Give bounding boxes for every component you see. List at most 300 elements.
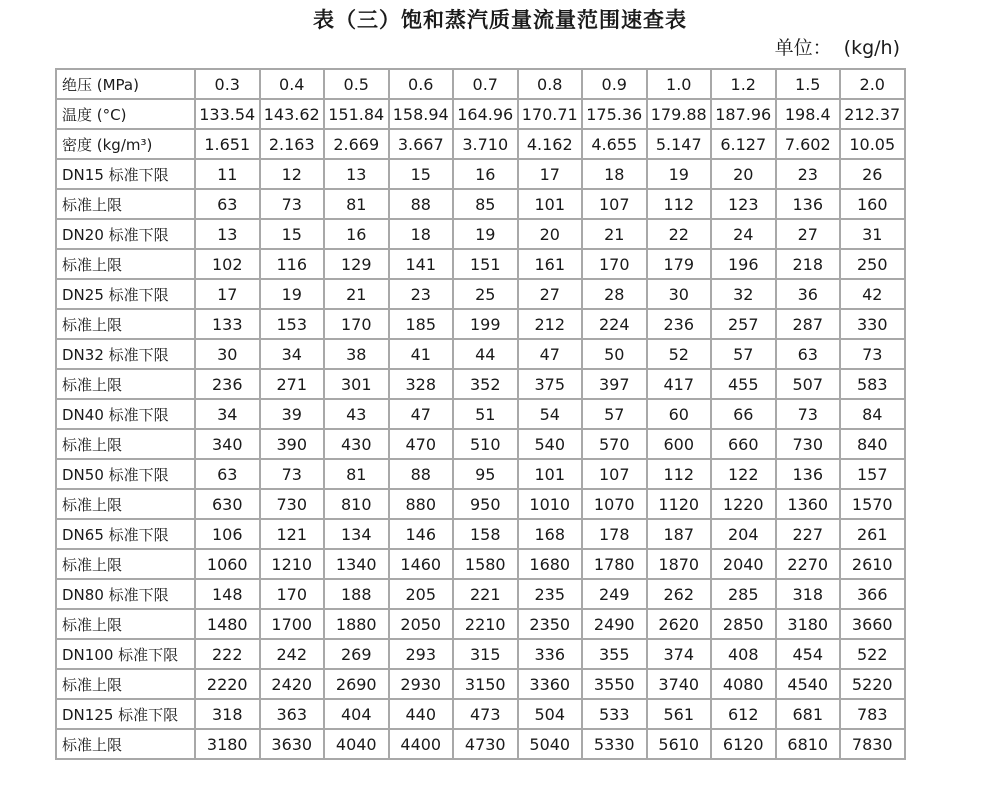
table-cell: 85 <box>453 189 518 219</box>
table-row <box>56 159 905 189</box>
table-cell: 630 <box>195 489 260 519</box>
table-row <box>56 339 905 369</box>
table-cell: 4400 <box>389 729 454 759</box>
table-cell: 17 <box>195 279 260 309</box>
table-cell: 330 <box>840 309 905 339</box>
table-cell: 4.655 <box>582 129 647 159</box>
table-cell: 178 <box>582 519 647 549</box>
table-cell: 1120 <box>647 489 712 519</box>
table-cell: 570 <box>582 429 647 459</box>
table-cell: 366 <box>840 579 905 609</box>
row-label: DN40 标准下限 <box>56 399 195 429</box>
table-cell: 271 <box>260 369 325 399</box>
row-label: DN65 标准下限 <box>56 519 195 549</box>
table-cell: 63 <box>776 339 841 369</box>
table-cell: 4080 <box>711 669 776 699</box>
row-label: DN25 标准下限 <box>56 279 195 309</box>
table-cell: 404 <box>324 699 389 729</box>
table-cell: 146 <box>389 519 454 549</box>
row-label: 标准上限 <box>56 489 195 519</box>
table-cell: 236 <box>195 369 260 399</box>
table-cell: 18 <box>582 159 647 189</box>
table-cell: 73 <box>260 189 325 219</box>
table-cell: 151 <box>453 249 518 279</box>
table-cell: 161 <box>518 249 583 279</box>
table-cell: 561 <box>647 699 712 729</box>
table-cell: 168 <box>518 519 583 549</box>
table-cell: 222 <box>195 639 260 669</box>
table-cell: 374 <box>647 639 712 669</box>
table-row <box>56 189 905 219</box>
table-cell: 38 <box>324 339 389 369</box>
row-label: 标准上限 <box>56 249 195 279</box>
table-cell: 336 <box>518 639 583 669</box>
table-cell: 2610 <box>840 549 905 579</box>
table-cell: 106 <box>195 519 260 549</box>
table-cell: 1.5 <box>776 69 841 99</box>
table-cell: 112 <box>647 189 712 219</box>
table-cell: 730 <box>260 489 325 519</box>
row-label: DN80 标准下限 <box>56 579 195 609</box>
table-cell: 1.651 <box>195 129 260 159</box>
table-cell: 455 <box>711 369 776 399</box>
table-cell: 224 <box>582 309 647 339</box>
table-cell: 26 <box>840 159 905 189</box>
table-cell: 510 <box>453 429 518 459</box>
table-cell: 2210 <box>453 609 518 639</box>
table-cell: 1210 <box>260 549 325 579</box>
table-cell: 221 <box>453 579 518 609</box>
table-cell: 249 <box>582 579 647 609</box>
table-row <box>56 669 905 699</box>
table-cell: 2620 <box>647 609 712 639</box>
table-cell: 151.84 <box>324 99 389 129</box>
table-cell: 1220 <box>711 489 776 519</box>
table-cell: 352 <box>453 369 518 399</box>
table-cell: 41 <box>389 339 454 369</box>
table-cell: 23 <box>389 279 454 309</box>
table-cell: 0.7 <box>453 69 518 99</box>
table-cell: 73 <box>776 399 841 429</box>
table-cell: 6.127 <box>711 129 776 159</box>
table-cell: 148 <box>195 579 260 609</box>
table-cell: 730 <box>776 429 841 459</box>
table-cell: 1580 <box>453 549 518 579</box>
table-cell: 107 <box>582 189 647 219</box>
flow-rate-table <box>55 68 906 760</box>
table-cell: 261 <box>840 519 905 549</box>
table-cell: 95 <box>453 459 518 489</box>
table-cell: 107 <box>582 459 647 489</box>
table-body <box>56 69 905 759</box>
table-cell: 81 <box>324 189 389 219</box>
table-row <box>56 219 905 249</box>
table-cell: 116 <box>260 249 325 279</box>
table-cell: 17 <box>518 159 583 189</box>
table-cell: 4.162 <box>518 129 583 159</box>
table-cell: 660 <box>711 429 776 459</box>
table-cell: 54 <box>518 399 583 429</box>
row-label: 标准上限 <box>56 369 195 399</box>
table-cell: 24 <box>711 219 776 249</box>
table-cell: 1480 <box>195 609 260 639</box>
table-cell: 257 <box>711 309 776 339</box>
table-cell: 375 <box>518 369 583 399</box>
table-cell: 10.05 <box>840 129 905 159</box>
table-cell: 285 <box>711 579 776 609</box>
table-row <box>56 549 905 579</box>
table-cell: 129 <box>324 249 389 279</box>
table-cell: 134 <box>324 519 389 549</box>
table-cell: 3.710 <box>453 129 518 159</box>
table-cell: 47 <box>518 339 583 369</box>
table-cell: 5330 <box>582 729 647 759</box>
table-cell: 188 <box>324 579 389 609</box>
table-cell: 1680 <box>518 549 583 579</box>
table-cell: 123 <box>711 189 776 219</box>
row-label: 标准上限 <box>56 729 195 759</box>
row-label: 标准上限 <box>56 549 195 579</box>
table-cell: 1.0 <box>647 69 712 99</box>
table-cell: 0.4 <box>260 69 325 99</box>
row-label: 标准上限 <box>56 189 195 219</box>
table-cell: 507 <box>776 369 841 399</box>
table-cell: 5220 <box>840 669 905 699</box>
table-cell: 218 <box>776 249 841 279</box>
table-cell: 440 <box>389 699 454 729</box>
table-cell: 1870 <box>647 549 712 579</box>
table-row <box>56 579 905 609</box>
table-cell: 1360 <box>776 489 841 519</box>
table-cell: 1700 <box>260 609 325 639</box>
row-label: DN50 标准下限 <box>56 459 195 489</box>
table-cell: 3.667 <box>389 129 454 159</box>
table-cell: 504 <box>518 699 583 729</box>
table-cell: 250 <box>840 249 905 279</box>
table-cell: 196 <box>711 249 776 279</box>
table-row <box>56 519 905 549</box>
table-row <box>56 399 905 429</box>
table-cell: 73 <box>260 459 325 489</box>
row-label: 绝压 (MPa) <box>56 69 195 99</box>
table-cell: 417 <box>647 369 712 399</box>
table-cell: 50 <box>582 339 647 369</box>
table-cell: 170 <box>324 309 389 339</box>
table-cell: 1070 <box>582 489 647 519</box>
table-cell: 783 <box>840 699 905 729</box>
table-cell: 533 <box>582 699 647 729</box>
row-label: DN15 标准下限 <box>56 159 195 189</box>
table-cell: 143.62 <box>260 99 325 129</box>
table-cell: 19 <box>647 159 712 189</box>
table-row <box>56 699 905 729</box>
table-cell: 3740 <box>647 669 712 699</box>
table-cell: 121 <box>260 519 325 549</box>
table-cell: 2420 <box>260 669 325 699</box>
table-cell: 28 <box>582 279 647 309</box>
table-cell: 287 <box>776 309 841 339</box>
table-cell: 42 <box>840 279 905 309</box>
table-cell: 57 <box>711 339 776 369</box>
table-cell: 175.36 <box>582 99 647 129</box>
table-cell: 2.0 <box>840 69 905 99</box>
table-cell: 355 <box>582 639 647 669</box>
table-cell: 204 <box>711 519 776 549</box>
table-cell: 32 <box>711 279 776 309</box>
table-cell: 47 <box>389 399 454 429</box>
table-cell: 23 <box>776 159 841 189</box>
table-cell: 101 <box>518 189 583 219</box>
table-cell: 18 <box>389 219 454 249</box>
table-cell: 0.5 <box>324 69 389 99</box>
table-cell: 3150 <box>453 669 518 699</box>
table-cell: 136 <box>776 189 841 219</box>
table-cell: 301 <box>324 369 389 399</box>
table-cell: 164.96 <box>453 99 518 129</box>
table-cell: 187.96 <box>711 99 776 129</box>
table-title: 表（三）饱和蒸汽质量流量范围速查表 <box>313 8 687 32</box>
table-cell: 262 <box>647 579 712 609</box>
table-cell: 5.147 <box>647 129 712 159</box>
table-cell: 293 <box>389 639 454 669</box>
table-cell: 2270 <box>776 549 841 579</box>
table-cell: 363 <box>260 699 325 729</box>
table-cell: 57 <box>582 399 647 429</box>
table-row <box>56 429 905 459</box>
table-cell: 21 <box>324 279 389 309</box>
table-cell: 3360 <box>518 669 583 699</box>
table-cell: 2220 <box>195 669 260 699</box>
table-cell: 81 <box>324 459 389 489</box>
table-cell: 212 <box>518 309 583 339</box>
table-cell: 6120 <box>711 729 776 759</box>
table-cell: 7.602 <box>776 129 841 159</box>
table-cell: 133.54 <box>195 99 260 129</box>
table-cell: 3660 <box>840 609 905 639</box>
table-cell: 185 <box>389 309 454 339</box>
table-cell: 88 <box>389 189 454 219</box>
table-cell: 199 <box>453 309 518 339</box>
table-cell: 122 <box>711 459 776 489</box>
table-cell: 43 <box>324 399 389 429</box>
table-cell: 11 <box>195 159 260 189</box>
table-cell: 136 <box>776 459 841 489</box>
table-cell: 60 <box>647 399 712 429</box>
table-cell: 20 <box>518 219 583 249</box>
table-cell: 454 <box>776 639 841 669</box>
table-row <box>56 369 905 399</box>
row-label: 标准上限 <box>56 609 195 639</box>
table-cell: 36 <box>776 279 841 309</box>
table-cell: 6810 <box>776 729 841 759</box>
table-cell: 470 <box>389 429 454 459</box>
table-cell: 15 <box>260 219 325 249</box>
table-cell: 34 <box>195 399 260 429</box>
table-cell: 5040 <box>518 729 583 759</box>
table-cell: 473 <box>453 699 518 729</box>
table-cell: 12 <box>260 159 325 189</box>
table-cell: 73 <box>840 339 905 369</box>
table-cell: 1.2 <box>711 69 776 99</box>
table-row <box>56 729 905 759</box>
table-cell: 2690 <box>324 669 389 699</box>
table-cell: 4730 <box>453 729 518 759</box>
table-cell: 22 <box>647 219 712 249</box>
table-cell: 0.8 <box>518 69 583 99</box>
row-label: DN125 标准下限 <box>56 699 195 729</box>
table-cell: 157 <box>840 459 905 489</box>
table-cell: 1060 <box>195 549 260 579</box>
table-row <box>56 129 905 159</box>
table-cell: 179.88 <box>647 99 712 129</box>
table-cell: 170 <box>260 579 325 609</box>
table-cell: 227 <box>776 519 841 549</box>
row-label: DN20 标准下限 <box>56 219 195 249</box>
table-cell: 2850 <box>711 609 776 639</box>
row-label: 温度 (°C) <box>56 99 195 129</box>
table-cell: 52 <box>647 339 712 369</box>
table-cell: 1880 <box>324 609 389 639</box>
table-cell: 15 <box>389 159 454 189</box>
table-row <box>56 279 905 309</box>
unit-label: 单位： (kg/h) <box>774 37 900 59</box>
table-cell: 3630 <box>260 729 325 759</box>
table-cell: 1570 <box>840 489 905 519</box>
table-cell: 3550 <box>582 669 647 699</box>
table-cell: 19 <box>260 279 325 309</box>
table-cell: 840 <box>840 429 905 459</box>
table-cell: 242 <box>260 639 325 669</box>
table-cell: 810 <box>324 489 389 519</box>
table-row <box>56 459 905 489</box>
table-cell: 408 <box>711 639 776 669</box>
table-cell: 205 <box>389 579 454 609</box>
table-cell: 318 <box>195 699 260 729</box>
table-cell: 20 <box>711 159 776 189</box>
table-cell: 187 <box>647 519 712 549</box>
table-cell: 612 <box>711 699 776 729</box>
table-cell: 1460 <box>389 549 454 579</box>
table-cell: 600 <box>647 429 712 459</box>
table-cell: 102 <box>195 249 260 279</box>
table-cell: 88 <box>389 459 454 489</box>
table-cell: 2350 <box>518 609 583 639</box>
table-row <box>56 69 905 99</box>
row-label: DN32 标准下限 <box>56 339 195 369</box>
table-cell: 4540 <box>776 669 841 699</box>
table-cell: 315 <box>453 639 518 669</box>
table-cell: 7830 <box>840 729 905 759</box>
table-cell: 0.3 <box>195 69 260 99</box>
table-cell: 1780 <box>582 549 647 579</box>
row-label: 标准上限 <box>56 669 195 699</box>
table-cell: 236 <box>647 309 712 339</box>
table-cell: 51 <box>453 399 518 429</box>
table-cell: 39 <box>260 399 325 429</box>
table-cell: 540 <box>518 429 583 459</box>
table-cell: 21 <box>582 219 647 249</box>
table-cell: 158.94 <box>389 99 454 129</box>
table-cell: 170.71 <box>518 99 583 129</box>
table-cell: 0.6 <box>389 69 454 99</box>
table-cell: 390 <box>260 429 325 459</box>
table-row <box>56 99 905 129</box>
table-cell: 235 <box>518 579 583 609</box>
table-cell: 397 <box>582 369 647 399</box>
table-cell: 5610 <box>647 729 712 759</box>
table-cell: 30 <box>195 339 260 369</box>
table-cell: 25 <box>453 279 518 309</box>
table-cell: 13 <box>195 219 260 249</box>
table-cell: 66 <box>711 399 776 429</box>
table-cell: 950 <box>453 489 518 519</box>
table-row <box>56 609 905 639</box>
row-label: DN100 标准下限 <box>56 639 195 669</box>
table-cell: 340 <box>195 429 260 459</box>
table-cell: 681 <box>776 699 841 729</box>
table-cell: 522 <box>840 639 905 669</box>
table-cell: 4040 <box>324 729 389 759</box>
table-cell: 63 <box>195 459 260 489</box>
table-cell: 430 <box>324 429 389 459</box>
table-cell: 328 <box>389 369 454 399</box>
table-cell: 2040 <box>711 549 776 579</box>
table-cell: 13 <box>324 159 389 189</box>
table-cell: 880 <box>389 489 454 519</box>
row-label: 标准上限 <box>56 309 195 339</box>
table-cell: 16 <box>324 219 389 249</box>
table-cell: 318 <box>776 579 841 609</box>
row-label: 密度 (kg/m³) <box>56 129 195 159</box>
table-cell: 269 <box>324 639 389 669</box>
table-cell: 44 <box>453 339 518 369</box>
table-cell: 1340 <box>324 549 389 579</box>
table-cell: 3180 <box>776 609 841 639</box>
table-cell: 34 <box>260 339 325 369</box>
table-cell: 2050 <box>389 609 454 639</box>
table-cell: 158 <box>453 519 518 549</box>
table-cell: 30 <box>647 279 712 309</box>
table-cell: 170 <box>582 249 647 279</box>
table-cell: 2490 <box>582 609 647 639</box>
table-cell: 16 <box>453 159 518 189</box>
table-cell: 133 <box>195 309 260 339</box>
table-cell: 153 <box>260 309 325 339</box>
table-cell: 31 <box>840 219 905 249</box>
table-row <box>56 309 905 339</box>
table-cell: 198.4 <box>776 99 841 129</box>
table-cell: 0.9 <box>582 69 647 99</box>
table-cell: 1010 <box>518 489 583 519</box>
table-cell: 112 <box>647 459 712 489</box>
table-cell: 212.37 <box>840 99 905 129</box>
table-cell: 3180 <box>195 729 260 759</box>
row-label: 标准上限 <box>56 429 195 459</box>
table-cell: 27 <box>776 219 841 249</box>
table-cell: 160 <box>840 189 905 219</box>
table-cell: 2.163 <box>260 129 325 159</box>
table-cell: 27 <box>518 279 583 309</box>
table-cell: 63 <box>195 189 260 219</box>
table-row <box>56 489 905 519</box>
table-cell: 583 <box>840 369 905 399</box>
table-cell: 2.669 <box>324 129 389 159</box>
table-cell: 141 <box>389 249 454 279</box>
table-cell: 101 <box>518 459 583 489</box>
table-cell: 19 <box>453 219 518 249</box>
table-row <box>56 249 905 279</box>
table-cell: 2930 <box>389 669 454 699</box>
